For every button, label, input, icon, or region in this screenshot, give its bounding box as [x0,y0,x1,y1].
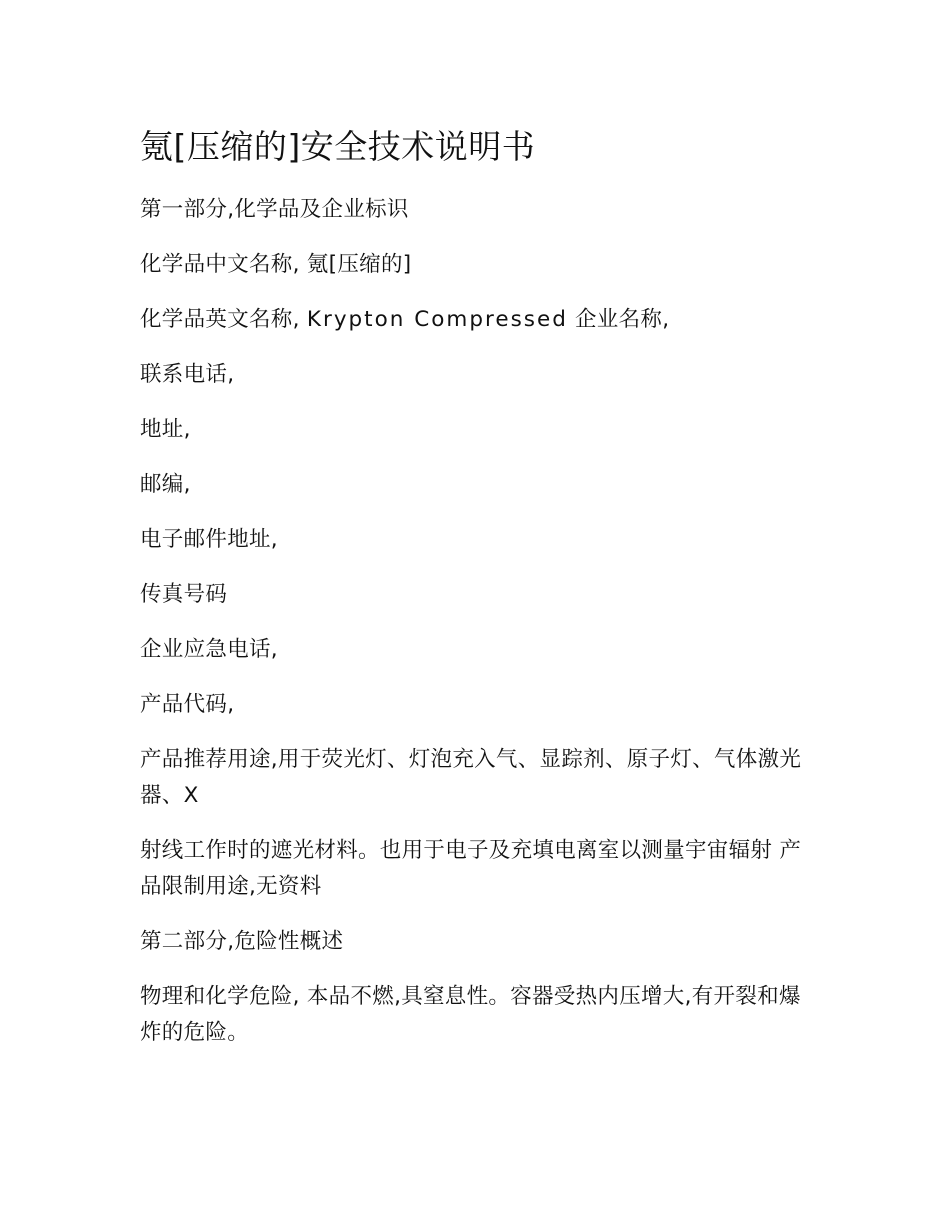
fax-line: 传真号码 [140,582,228,607]
english-name-label: 化学品英文名称, [140,307,307,332]
postcode-line: 邮编, [140,472,191,497]
recommended-use-continuation: 射线工作时的遮光材料。也用于电子及充填电离室以测量宇宙辐射 产品限制用途,无资料 [140,838,802,899]
english-name-value: Krypton Compressed [306,307,568,332]
phone-line: 联系电话, [140,362,235,387]
chinese-name-line: 化学品中文名称, 氪[压缩的] [140,252,412,277]
email-line: 电子邮件地址, [140,527,278,552]
physical-chemical-hazards: 物理和化学危险, 本品不燃,具窒息性。容器受热内压增大,有开裂和爆炸的危险。 [140,984,801,1045]
english-name-line [140,302,812,338]
product-code-line: 产品代码, [140,692,235,717]
company-name-label: 企业名称, [567,307,670,332]
section-1-heading: 第一部分,化学品及企业标识 [140,197,409,222]
section-2-heading: 第二部分,危险性概述 [140,929,344,954]
document-title: 氪[压缩的]安全技术说明书 [140,127,536,166]
emergency-phone-line: 企业应急电话, [140,637,278,662]
recommended-use-paragraph: 产品推荐用途,用于荧光灯、灯泡充入气、显踪剂、原子灯、气体激光器、X [140,747,802,808]
address-line: 地址, [140,417,191,442]
document-body [140,122,812,1070]
